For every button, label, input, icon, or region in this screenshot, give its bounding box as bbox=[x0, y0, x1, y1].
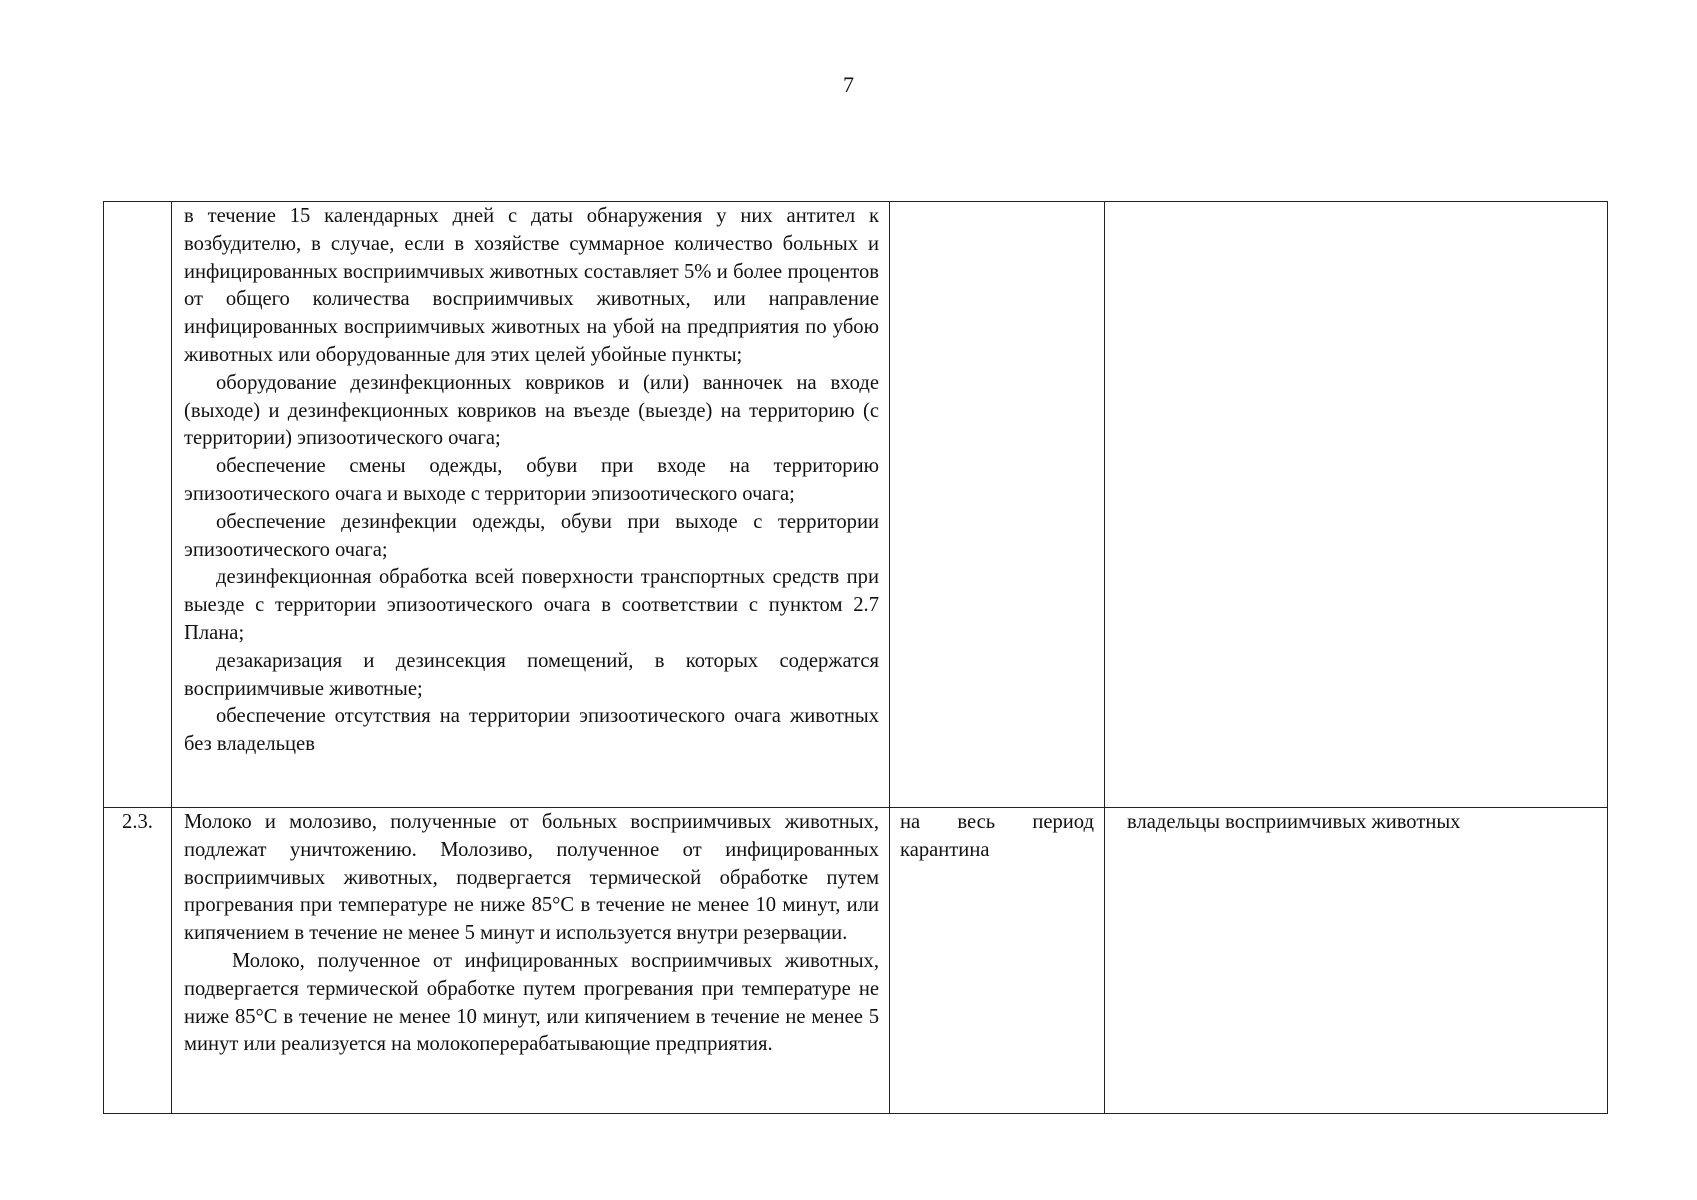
period-cell bbox=[890, 202, 1105, 808]
measure-cell bbox=[172, 202, 890, 808]
measure-paragraph: дезинфекционная обработка всей поверхности транспортных средств при выезде с территории эпизоотического очага в соответствии с пунктом 2.7 Плана; bbox=[184, 566, 879, 644]
responsible-cell: владельцы восприимчивых животных bbox=[1105, 808, 1608, 1114]
measure-cell bbox=[172, 808, 890, 1114]
measure-paragraph: дезакаризация и дезинсекция помещений, в которых содержатся восприимчивые животные; bbox=[184, 649, 879, 700]
table-row bbox=[104, 202, 1608, 808]
measures-table bbox=[103, 201, 1608, 1114]
page-number: 7 bbox=[843, 72, 854, 97]
row-number-cell: 2.3. bbox=[104, 808, 172, 1114]
period-cell bbox=[890, 808, 1105, 1114]
measure-paragraph: Молоко и молозиво, полученные от больных восприимчивых животных, подлежат уничтожению. Молозиво, полученное от инфицированных восприимчивых животных, подвергается термической обработке путем прогревания при температуре не ниже 85°С в течение не менее 10 минут, или кипячением в течение не менее 5 минут и используется внутри резервации. bbox=[184, 811, 879, 945]
measure-paragraph: обеспечение дезинфекции одежды, обуви при выходе с территории эпизоотического очага; bbox=[184, 510, 879, 561]
measure-paragraph: обеспечение смены одежды, обуви при входе на территорию эпизоотического очага и выходе с территории эпизоотического очага; bbox=[184, 455, 879, 505]
responsible-cell bbox=[1105, 202, 1608, 808]
measure-paragraph: оборудование дезинфекционных ковриков и (или) ванночек на входе (выходе) и дезинфекционных ковриков на въезде (выезде) на территорию (с территории) эпизоотического очага; bbox=[184, 371, 879, 450]
row-number-cell bbox=[104, 202, 172, 808]
table-row bbox=[104, 808, 1608, 1114]
measure-paragraph: обеспечение отсутствия на территории эпизоотического очага животных без владельцев bbox=[184, 705, 879, 756]
measure-paragraph: Молоко, полученное от инфицированных восприимчивых животных, подвергается термической обработке путем прогревания при температуре не ниже 85°С в течение не менее 10 минут, или кипячением в течение не менее 5 минут или реализуется на молокоперерабатывающие предприятия. bbox=[184, 949, 879, 1056]
period-text: на весь период карантина bbox=[900, 811, 1094, 861]
measure-paragraph: в течение 15 календарных дней с даты обнаружения у них антител к возбудителю, в случае, если в хозяйстве суммарное количество больных и инфицированных восприимчивых животных составляет 5% и более процентов от общего количества восприимчивых животных, или направление инфицированных восприимчивых животных на убой на предприятия по убою животных или оборудованные для этих целей убойные пункты; bbox=[184, 205, 879, 366]
